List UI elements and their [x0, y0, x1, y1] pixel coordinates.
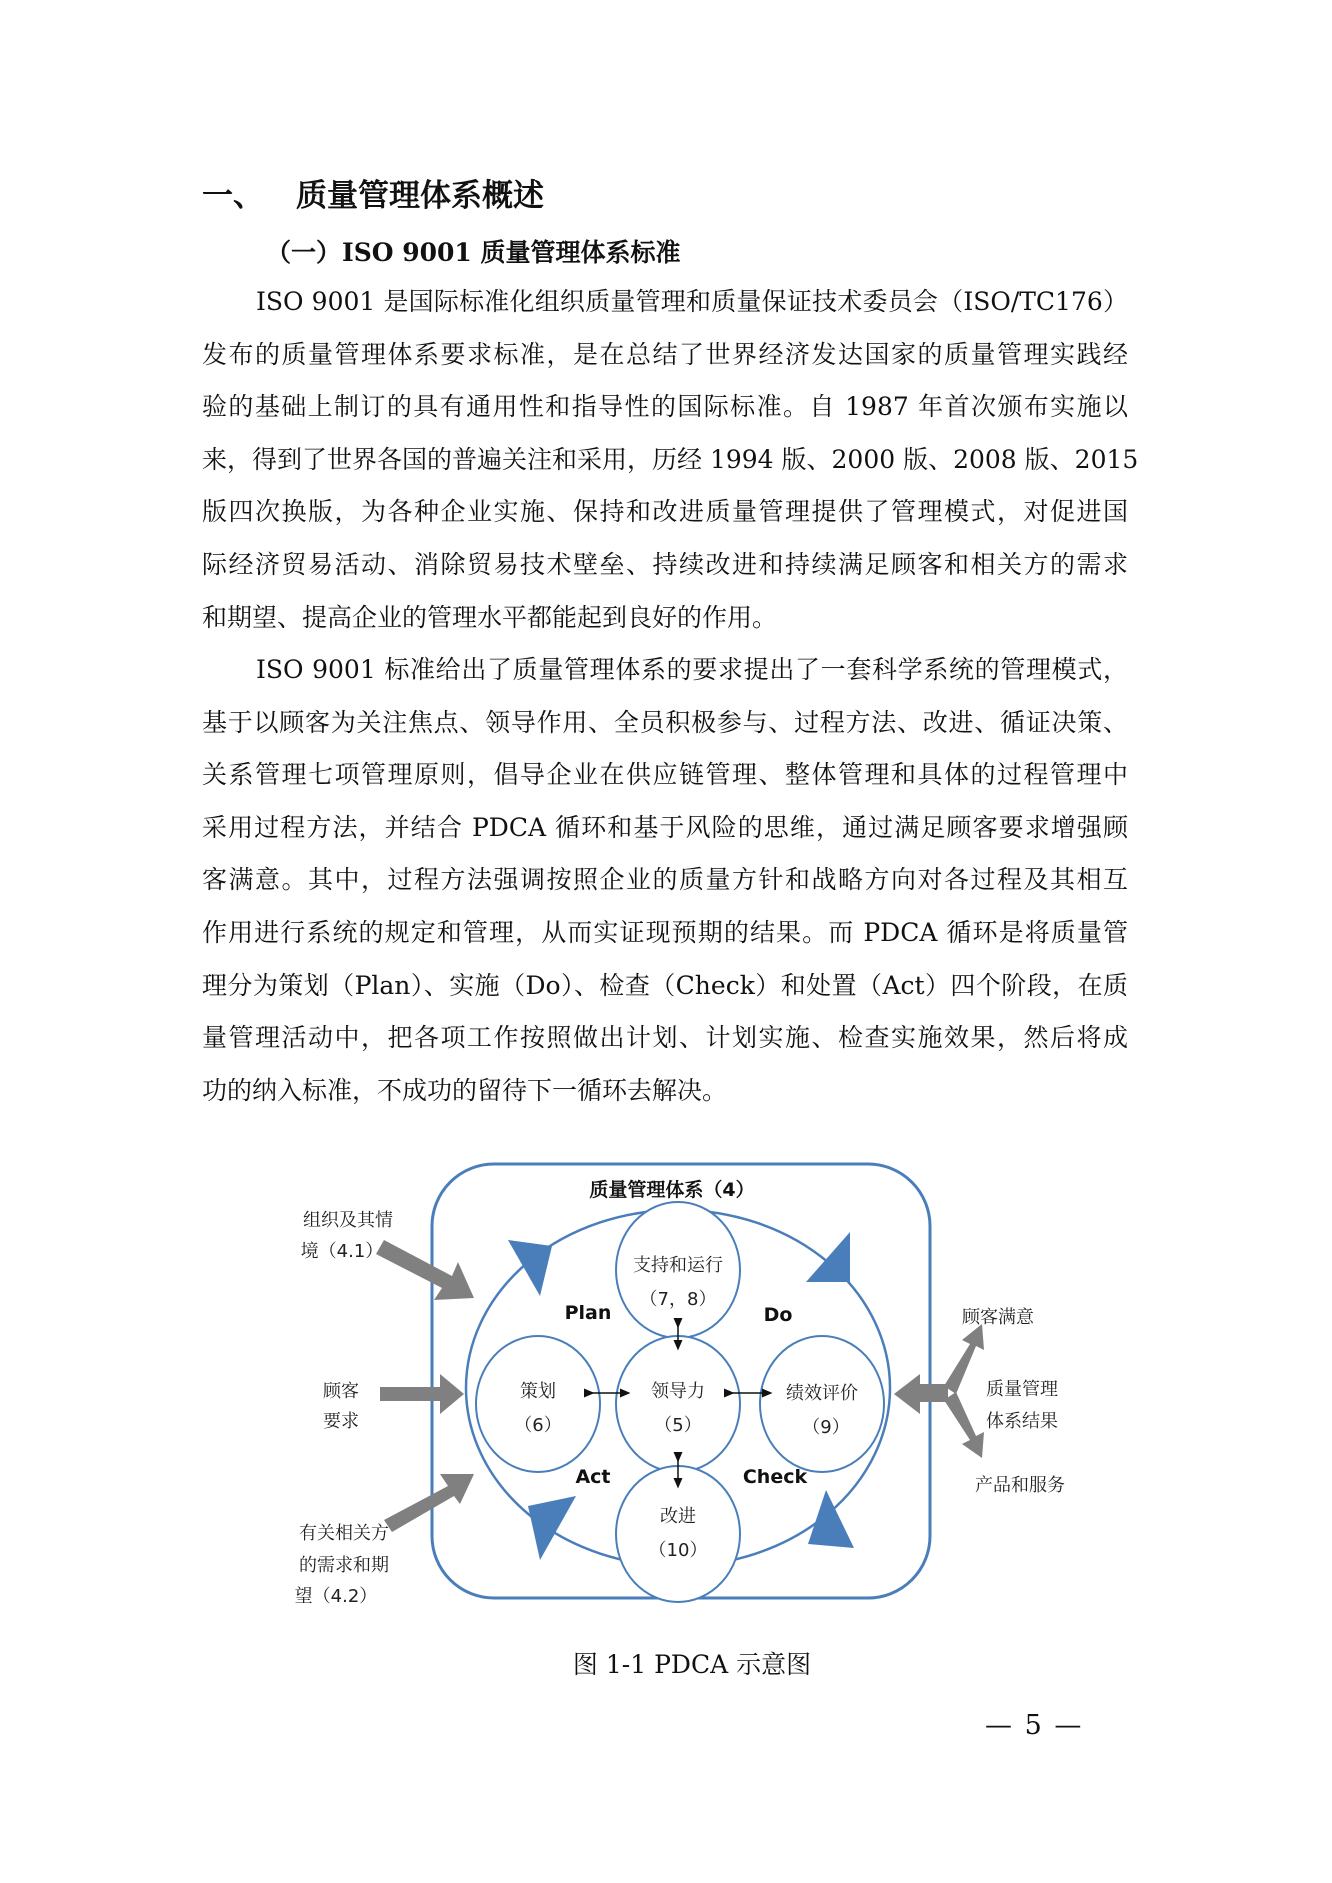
leadership-circle [616, 1336, 740, 1472]
input-arrow-icon [380, 1374, 464, 1414]
text-line: 采用过程方法，并结合 PDCA 循环和基于风险的思维，通过满足顾客要求增强顾 [202, 812, 1128, 842]
support-label: 支持和运行 [633, 1255, 723, 1276]
input-arrow-icon [376, 1240, 474, 1300]
cycle-arrow-icon [528, 1496, 576, 1560]
text-line: 作用进行系统的规定和管理，从而实证现预期的结果。而 PDCA 循环是将质量管 [202, 917, 1128, 947]
text-line: ISO 9001 是国际标准化组织质量管理和质量保证技术委员会（ISO/TC176） [256, 287, 1128, 316]
evaluation-clause: （9） [802, 1417, 850, 1438]
page-number: — 5 — [985, 1710, 1084, 1741]
text-line: ISO 9001 标准给出了质量管理体系的要求提出了一套科学系统的管理模式， [256, 655, 1128, 684]
input-context-line: 组织及其情 [303, 1210, 393, 1231]
text-line: 基于以顾客为关注焦点、领导作用、全员积极参与、过程方法、改进、循证决策、 [202, 707, 1128, 737]
text-line: 量管理活动中，把各项工作按照做出计划、计划实施、检查实施效果，然后将成 [202, 1023, 1128, 1053]
phase-check: Check [742, 1466, 808, 1488]
input-context-line: 境（4.1） [300, 1241, 384, 1262]
text-line: 发布的质量管理体系要求标准，是在总结了世界经济发达国家的质量管理实践经 [202, 339, 1128, 369]
cycle-arrow-icon [808, 1490, 854, 1548]
diagram-title: 质量管理体系（4） [589, 1179, 755, 1201]
cycle-arrow-icon [508, 1240, 552, 1296]
improvement-circle [616, 1466, 740, 1602]
input-customer-line: 顾客 [323, 1381, 359, 1402]
phase-do: Do [763, 1304, 793, 1326]
text-line: 关系管理七项管理原则，倡导企业在供应链管理、整体管理和具体的过程管理中 [202, 760, 1128, 790]
output-arrow-icon [944, 1392, 984, 1458]
cycle-arrow-icon [806, 1232, 850, 1282]
output-arrow-icon [944, 1324, 984, 1394]
input-customer-line: 要求 [323, 1411, 359, 1432]
leadership-label: 领导力 [651, 1381, 705, 1402]
input-parties-line: 有关相关方 [299, 1523, 389, 1544]
text-line: 功的纳入标准，不成功的留待下一循环去解决。 [202, 1075, 728, 1105]
evaluation-circle [760, 1336, 884, 1472]
phase-plan: Plan [564, 1302, 612, 1324]
support-clause: （7，8） [639, 1289, 717, 1310]
section-title: 质量管理体系概述 [296, 178, 544, 214]
improvement-label: 改进 [660, 1506, 696, 1527]
input-arrow-icon [384, 1474, 474, 1532]
output-products: 产品和服务 [975, 1475, 1065, 1496]
improvement-clause: （10） [648, 1540, 708, 1561]
planning-circle [476, 1336, 600, 1472]
output-results-line: 体系结果 [986, 1411, 1058, 1432]
planning-label: 策划 [520, 1381, 556, 1402]
input-parties-line: 的需求和期 [299, 1555, 389, 1576]
figure-caption: 图 1-1 PDCA 示意图 [572, 1650, 812, 1679]
text-line: 际经济贸易活动、消除贸易技术壁垒、持续改进和持续满足顾客和相关方的需求 [202, 549, 1128, 579]
text-line: 验的基础上制订的具有通用性和指导性的国际标准。自 1987 年首次颁布实施以 [202, 392, 1128, 422]
output-results-line: 质量管理 [986, 1379, 1058, 1400]
section-number: 一、 [202, 178, 264, 214]
input-parties-line: 望（4.2） [294, 1586, 378, 1607]
text-line: 版四次换版，为各种企业实施、保持和改进质量管理提供了管理模式，对促进国 [202, 497, 1128, 527]
output-arrow-icon [894, 1374, 948, 1414]
text-line: 来，得到了世界各国的普遍关注和采用，历经 1994 版、2000 版、2008 版、2015 [202, 444, 1139, 474]
text-line: 理分为策划（Plan）、实施（Do）、检查（Check）和处置（Act）四个阶段，在质 [202, 970, 1128, 1000]
text-line: 客满意。其中，过程方法强调按照企业的质量方针和战略方向对各过程及其相互 [202, 865, 1128, 895]
leadership-clause: （5） [654, 1415, 702, 1436]
subsection-number: （一） [266, 238, 342, 267]
subsection-title: ISO 9001 质量管理体系标准 [342, 238, 681, 267]
planning-clause: （6） [514, 1415, 562, 1436]
output-satisfaction: 顾客满意 [962, 1307, 1034, 1328]
evaluation-label: 绩效评价 [786, 1383, 858, 1404]
text-line: 和期望、提高企业的管理水平都能起到良好的作用。 [202, 602, 778, 632]
phase-act: Act [575, 1466, 611, 1488]
